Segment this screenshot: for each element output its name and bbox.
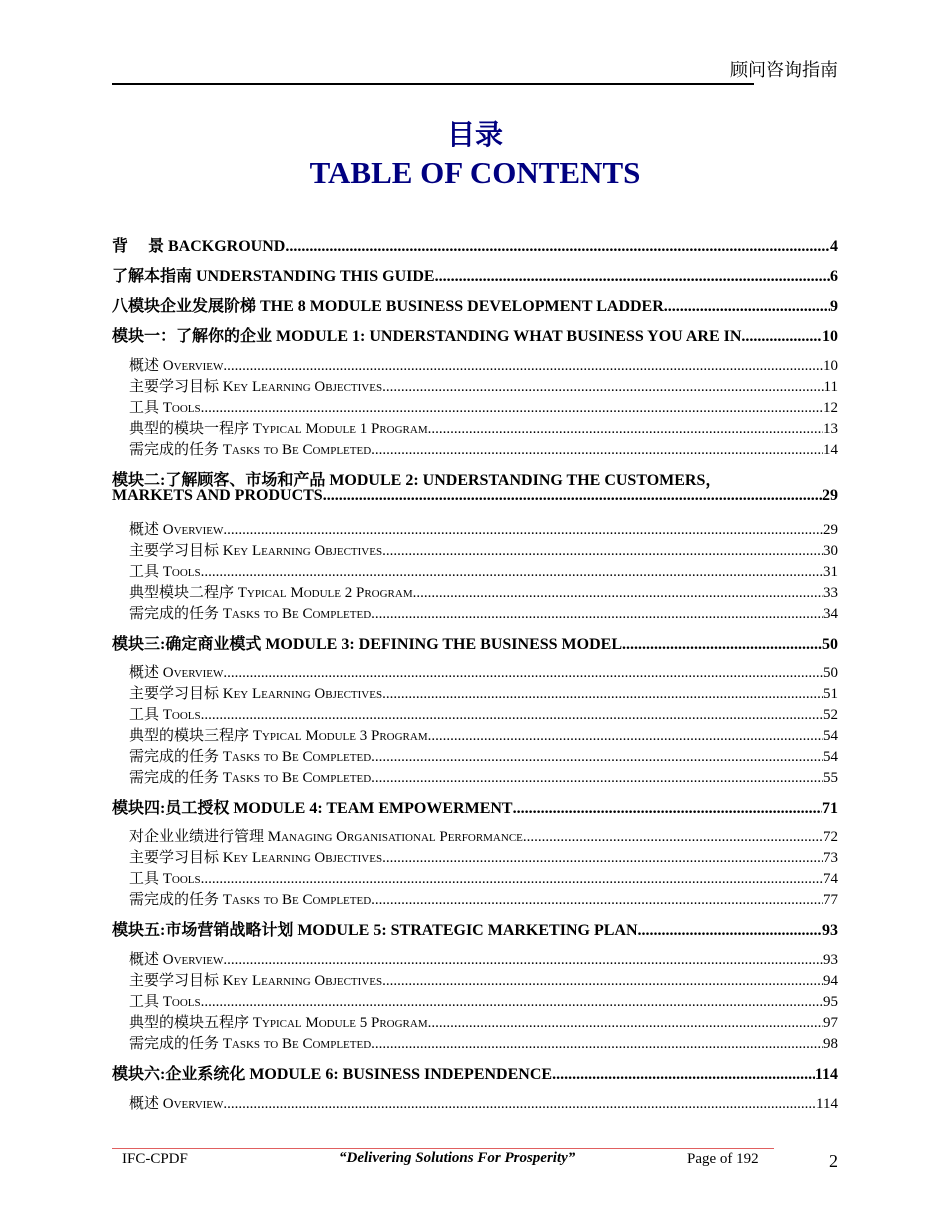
toc-entry-label: 需完成的任务 Tasks to Be Completed (129, 892, 372, 908)
toc-entry-label: 需完成的任务 Tasks to Be Completed (129, 749, 372, 765)
toc-page-number: 50 (822, 636, 838, 653)
toc-subentry[interactable] (112, 969, 838, 990)
toc-entry[interactable] (112, 487, 838, 505)
toc-dot-leader (223, 665, 823, 682)
toc-dot-leader (741, 328, 822, 346)
toc-page-number: 13 (823, 421, 838, 437)
toc-dot-leader (435, 268, 830, 286)
toc-page-number: 54 (823, 728, 838, 744)
toc-page-number: 95 (823, 994, 838, 1010)
toc-page-number: 10 (822, 328, 838, 345)
toc-entry-label: 典型的模块一程序 Typical Module 1 Program (129, 421, 428, 437)
toc-page-number: 31 (823, 564, 838, 580)
toc-subentry[interactable] (112, 948, 838, 969)
toc-page-number: 33 (823, 585, 838, 601)
toc-title-chinese: 目录 (446, 120, 503, 151)
toc-dot-leader (371, 606, 823, 623)
toc-dot-leader (223, 358, 823, 375)
toc-entry-label: 主要学习目标 Key Learning Objectives (129, 850, 383, 866)
toc-dot-leader (382, 973, 823, 990)
toc-entry-label: 需完成的任务 Tasks to Be Completed (129, 606, 372, 622)
toc-dot-leader (223, 522, 823, 539)
toc-subentry[interactable] (112, 438, 838, 459)
toc-page-number: 11 (823, 379, 838, 395)
toc-entry-label: 需完成的任务 Tasks to Be Completed (129, 442, 372, 458)
toc-entry-label: 模块四:员工授权 MODULE 4: TEAM EMPOWERMENT (112, 800, 513, 817)
toc-dot-leader (371, 442, 823, 459)
toc-page-number: 93 (823, 952, 838, 968)
toc-dot-leader (428, 1015, 823, 1032)
toc-entry-label: 主要学习目标 Key Learning Objectives (129, 973, 383, 989)
toc-dot-leader (201, 707, 823, 724)
toc-entry-label: 工具 Tools (129, 564, 201, 580)
toc-entry-label: 模块六:企业系统化 MODULE 6: BUSINESS INDEPENDENCE (112, 1066, 553, 1083)
toc-subentry[interactable] (112, 888, 838, 909)
toc-dot-leader (285, 238, 830, 256)
toc-entry-label: 典型的模块三程序 Typical Module 3 Program (129, 728, 428, 744)
toc-entry-label: 模块五:市场营销战略计划 MODULE 5: STRATEGIC MARKETING PLAN (112, 922, 638, 939)
toc-page-number: 94 (823, 973, 838, 989)
toc-subentry[interactable] (112, 661, 838, 682)
toc-page-number: 114 (814, 1066, 838, 1083)
toc-page-number: 77 (823, 892, 838, 908)
toc-dot-leader (382, 686, 823, 703)
toc-dot-leader (622, 636, 822, 654)
toc-entry-label: 背 景 BACKGROUND (112, 238, 286, 255)
toc-entry-label: MARKETS AND PRODUCTS (112, 487, 323, 504)
toc-dot-leader (428, 421, 823, 438)
toc-subentry[interactable] (112, 417, 838, 438)
toc-subentry[interactable] (112, 396, 838, 417)
toc-entry-label: 主要学习目标 Key Learning Objectives (129, 543, 383, 559)
toc-subentry[interactable] (112, 990, 838, 1011)
toc-entry-label: 需完成的任务 Tasks to Be Completed (129, 770, 372, 786)
toc-subentry[interactable] (112, 560, 838, 581)
toc-dot-leader (201, 994, 823, 1011)
toc-entry-label: 概述 Overview (129, 1096, 224, 1112)
toc-page-number: 72 (823, 829, 838, 845)
toc-subentry[interactable] (112, 602, 838, 623)
toc-title-english: TABLE OF CONTENTS (309, 155, 641, 190)
toc-dot-leader (223, 952, 823, 969)
toc-entry-label: 概述 Overview (129, 952, 224, 968)
toc-dot-leader (371, 892, 823, 909)
toc-entry-label: 模块一：了解你的企业 MODULE 1: UNDERSTANDING WHAT BUSINESS YOU ARE IN (112, 328, 742, 345)
toc-entry-label: 需完成的任务 Tasks to Be Completed (129, 1036, 372, 1052)
toc-entry-label: 工具 Tools (129, 871, 201, 887)
toc-entry[interactable] (112, 323, 838, 346)
toc-subentry[interactable] (112, 375, 838, 396)
toc-subentry[interactable] (112, 846, 838, 867)
toc-entry[interactable] (112, 293, 838, 316)
toc-subentry[interactable] (112, 1011, 838, 1032)
toc-page-number: 10 (823, 358, 838, 374)
toc-subentry[interactable] (112, 703, 838, 724)
toc-entry[interactable] (112, 631, 838, 654)
page-header-title: 顾问咨询指南 (730, 60, 838, 80)
toc-dot-leader (323, 487, 822, 505)
toc-dot-leader (382, 379, 823, 396)
toc-entry-label: 典型的模块五程序 Typical Module 5 Program (129, 1015, 428, 1031)
footer-slogan: “Delivering Solutions For Prosperity” (339, 1150, 576, 1166)
toc-subentry[interactable] (112, 1092, 838, 1113)
toc-entry-label: 概述 Overview (129, 522, 224, 538)
toc-dot-leader (552, 1066, 815, 1084)
toc-page-number: 4 (830, 238, 838, 255)
toc-page-number: 29 (823, 522, 838, 538)
toc-entry-label: 概述 Overview (129, 358, 224, 374)
toc-dot-leader (201, 564, 823, 581)
toc-entry-heading-line: 模块二:了解顾客、市场和产品 MODULE 2: UNDERSTANDING THE CUSTOMERS， (112, 472, 722, 489)
toc-dot-leader (428, 728, 823, 745)
footer-organization: IFC-CPDF (122, 1151, 188, 1167)
toc-dot-leader (371, 1036, 823, 1053)
toc-entry[interactable] (112, 263, 838, 286)
toc-page-number: 74 (823, 871, 838, 887)
toc-dot-leader (413, 585, 823, 602)
toc-entry-label: 工具 Tools (129, 400, 201, 416)
toc-entry-label: 典型模块二程序 Typical Module 2 Program (129, 585, 413, 601)
toc-page-number: 52 (823, 707, 838, 723)
toc-page-number: 51 (823, 686, 838, 702)
toc-page-number: 98 (823, 1036, 838, 1052)
toc-entry[interactable] (112, 795, 838, 818)
toc-page-number: 12 (823, 400, 838, 416)
toc-page-number: 29 (822, 487, 838, 504)
toc-subentry[interactable] (112, 581, 838, 602)
toc-subentry[interactable] (112, 825, 838, 846)
toc-entry-label: 对企业业绩进行管理 Managing Organisational Performance (129, 829, 523, 845)
header-rule (112, 83, 754, 85)
toc-subentry[interactable] (112, 724, 838, 745)
toc-dot-leader (371, 770, 823, 787)
toc-page-number: 6 (830, 268, 838, 285)
toc-entry-label: 主要学习目标 Key Learning Objectives (129, 686, 383, 702)
toc-entry-label: 八模块企业发展阶梯 THE 8 MODULE BUSINESS DEVELOPMENT LADDER (112, 298, 664, 315)
toc-page-number: 9 (830, 298, 838, 315)
toc-subentry[interactable] (112, 766, 838, 787)
toc-dot-leader (664, 298, 830, 316)
footer-page-text: Page of 192 (687, 1151, 759, 1167)
toc-page-number: 30 (823, 543, 838, 559)
toc-entry-label: 工具 Tools (129, 994, 201, 1010)
toc-page-number: 50 (823, 665, 838, 681)
toc-subentry[interactable] (112, 518, 838, 539)
toc-subentry[interactable] (112, 867, 838, 888)
footer-rule (112, 1148, 774, 1149)
toc-page-number: 14 (823, 442, 838, 458)
toc-entry-label: 概述 Overview (129, 665, 224, 681)
toc-entry[interactable] (112, 1061, 838, 1084)
toc-dot-leader (201, 400, 823, 417)
toc-dot-leader (371, 749, 823, 766)
toc-subentry[interactable] (112, 354, 838, 375)
toc-dot-leader (513, 800, 822, 818)
toc-entry-label: 模块三:确定商业模式 MODULE 3: DEFINING THE BUSINESS MODEL (112, 636, 622, 653)
toc-subentry[interactable] (112, 1032, 838, 1053)
toc-dot-leader (523, 829, 823, 846)
toc-page-number: 71 (822, 800, 838, 817)
toc-dot-leader (382, 543, 823, 560)
toc-page-number: 54 (823, 749, 838, 765)
toc-page-number: 114 (816, 1096, 838, 1112)
toc-page-number: 97 (823, 1015, 838, 1031)
footer-page-number: 2 (829, 1151, 838, 1171)
toc-dot-leader (223, 1096, 816, 1113)
toc-entry-label: 了解本指南 UNDERSTANDING THIS GUIDE (112, 268, 435, 285)
toc-page-number: 93 (822, 922, 838, 939)
toc-page-number: 34 (823, 606, 838, 622)
toc-dot-leader (201, 871, 823, 888)
toc-entry-label: 工具 Tools (129, 707, 201, 723)
toc-entry[interactable] (112, 917, 838, 940)
toc-subentry[interactable] (112, 745, 838, 766)
toc-dot-leader (382, 850, 823, 867)
toc-dot-leader (638, 922, 822, 940)
toc-subentry[interactable] (112, 539, 838, 560)
toc-entry[interactable] (112, 233, 838, 256)
toc-page-number: 73 (823, 850, 838, 866)
toc-subentry[interactable] (112, 682, 838, 703)
toc-entry-label: 主要学习目标 Key Learning Objectives (129, 379, 383, 395)
toc-page-number: 55 (823, 770, 838, 786)
